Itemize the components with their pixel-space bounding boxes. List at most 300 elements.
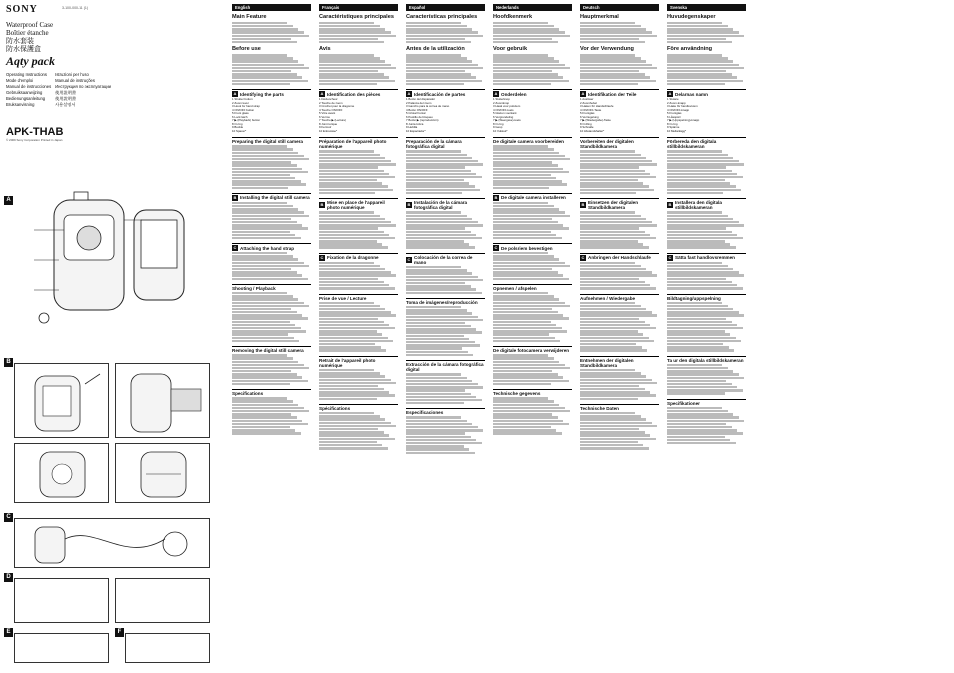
text-line (406, 182, 469, 184)
text-line (580, 262, 635, 264)
section-figure-tag: C (668, 254, 672, 260)
part-item: 2 Zoom-knapp (667, 100, 686, 105)
text-line (319, 434, 389, 436)
text-line (406, 393, 471, 395)
text-line (232, 302, 304, 304)
text-line (667, 410, 728, 412)
text-line (232, 278, 308, 280)
cover-title: Waterproof Case Boîtier étanche 防水套装 防水保護盒 (6, 21, 54, 53)
part-item: 6 Lock latch (232, 114, 248, 119)
text-line (232, 298, 298, 300)
text-line (667, 340, 741, 342)
section-title: Identificación de partes (414, 91, 466, 97)
section-figure-tag: B (494, 195, 498, 201)
text-line (493, 429, 556, 431)
text-line (319, 54, 374, 56)
text-line (319, 330, 377, 332)
figure-b4 (115, 443, 210, 503)
text-line (406, 377, 467, 379)
section-title: Instalación de la cámara fotográfica digital (414, 200, 468, 211)
text-line (493, 80, 569, 82)
part-item: 8 Junta tórica (406, 121, 424, 126)
language-header: English (232, 4, 311, 11)
text-line (667, 170, 732, 172)
part-item: 2 Zoomhebel (580, 100, 597, 105)
text-line (493, 25, 554, 27)
text-line (493, 255, 554, 257)
section-title: Spécifications (319, 406, 351, 412)
text-line (580, 83, 638, 85)
text-line (580, 163, 657, 165)
text-line (667, 305, 728, 307)
text-line (319, 231, 384, 233)
text-line (406, 150, 461, 152)
text-line (319, 76, 389, 78)
text-line (319, 398, 377, 400)
text-line (406, 389, 465, 391)
text-line (493, 174, 551, 176)
text-line (319, 287, 395, 289)
text-line (667, 367, 728, 369)
main-feature-heading: Caractéristiques principales (319, 14, 394, 20)
text-line (232, 237, 301, 239)
section-heading (667, 294, 746, 301)
text-line (667, 321, 732, 323)
text-line (493, 373, 558, 375)
parts-list (406, 98, 485, 133)
text-line (580, 340, 654, 342)
text-line (232, 317, 308, 319)
text-line (493, 298, 559, 300)
text-line (406, 426, 478, 428)
text-line (493, 208, 559, 210)
part-item: 3 Gancho para la correa de mano (406, 104, 450, 109)
text-line (319, 369, 374, 371)
section-heading (232, 243, 311, 251)
text-line (667, 439, 730, 441)
text-line (232, 76, 302, 78)
section-figure-tag: A (233, 91, 237, 97)
section-figure-tag: B (581, 202, 585, 208)
text-line (406, 170, 471, 172)
section-heading (319, 198, 398, 210)
text-line (493, 177, 556, 179)
text-line (667, 246, 736, 248)
text-line (406, 288, 476, 290)
text-line (232, 22, 287, 24)
text-line (232, 426, 290, 428)
section-figure-tag: B (407, 202, 411, 208)
part-item: 4 ON/OFF-knapp (667, 107, 690, 112)
section-heading (667, 253, 746, 261)
text-line (667, 67, 744, 69)
language-item: Bruksanvisning (6, 102, 35, 107)
figure-b3-drawing (15, 444, 110, 504)
text-line (406, 173, 476, 175)
text-line (319, 327, 395, 329)
section-heading (232, 193, 311, 201)
text-line (232, 420, 302, 422)
text-line (493, 340, 560, 342)
text-line (232, 60, 298, 62)
text-line (580, 281, 645, 283)
part-item: 7 ▶ (Wiedergabe)-Taste (580, 118, 611, 123)
text-line (406, 176, 482, 178)
section-heading (319, 137, 398, 149)
text-line (580, 302, 635, 304)
text-line (319, 170, 384, 172)
text-line (580, 150, 635, 152)
text-line (580, 176, 656, 178)
text-line (667, 176, 743, 178)
section-title: Technische Daten (580, 406, 619, 412)
section-title: Onderdelen (501, 91, 527, 97)
text-line (580, 170, 645, 172)
part-item: 2 Zoomknop (493, 100, 510, 105)
text-line (493, 60, 559, 62)
text-line (580, 330, 638, 332)
text-line (493, 224, 563, 226)
section-title: Anbringen der Handschlaufe (588, 255, 651, 261)
text-line (319, 215, 380, 217)
text-line (319, 221, 391, 223)
section-title: Identifying the parts (240, 91, 284, 97)
text-line (232, 155, 304, 157)
part-item: 5 Frontglas (667, 111, 682, 116)
text-line (493, 164, 558, 166)
figures-area (0, 168, 228, 673)
main-feature-heading: Características principales (406, 14, 478, 20)
text-line (667, 179, 725, 181)
section-figure-tag: A (407, 91, 411, 97)
text-line (232, 57, 293, 59)
section-title: Fixation de la dragonne (327, 255, 379, 261)
text-line (406, 157, 472, 159)
text-line (319, 268, 385, 270)
text-line (319, 182, 382, 184)
text-line (580, 31, 652, 33)
text-line (493, 271, 558, 273)
text-line (319, 234, 389, 236)
text-line (580, 67, 657, 69)
section-figure-tag: C (233, 245, 237, 251)
text-line (667, 370, 733, 372)
text-line (580, 327, 656, 329)
text-line (232, 73, 297, 75)
text-line (232, 152, 298, 154)
text-line (406, 448, 469, 450)
text-line (232, 404, 298, 406)
text-line (406, 276, 478, 278)
text-line (580, 192, 636, 194)
text-line (406, 160, 478, 162)
main-feature-heading: Hoofdkenmerk (493, 14, 533, 20)
part-item: 7 Touche ▶ (Lecture) (319, 118, 347, 123)
text-line (493, 221, 558, 223)
text-line (580, 25, 641, 27)
text-line (493, 180, 562, 182)
text-line (667, 337, 736, 339)
text-line (667, 271, 739, 273)
text-line (580, 394, 656, 396)
text-line (493, 295, 554, 297)
figure-c-drawing (15, 519, 211, 569)
part-item: 9 Buckle (232, 125, 244, 130)
text-line (406, 83, 464, 85)
text-line (232, 64, 304, 66)
text-line (232, 367, 309, 369)
text-line (406, 335, 464, 337)
figure-d2 (115, 578, 210, 623)
section-heading (319, 253, 398, 261)
section-heading (667, 198, 746, 210)
text-line (232, 215, 309, 217)
text-line (232, 234, 295, 236)
text-line (580, 227, 639, 229)
text-line (493, 383, 551, 385)
part-item: 6 Låsspärr (667, 114, 681, 119)
text-line (319, 391, 389, 393)
text-line (319, 60, 385, 62)
text-line (232, 274, 302, 276)
section-title: Toma de imágenes/reproducción (406, 299, 478, 305)
section-title: De polsriem bevestigen (501, 245, 553, 251)
text-line (232, 413, 291, 415)
text-line (406, 429, 483, 431)
text-line (406, 35, 483, 37)
text-line (580, 349, 647, 351)
text-line (580, 321, 645, 323)
text-line (667, 436, 725, 438)
text-line (667, 189, 741, 191)
part-number: 3-100-000-11 (1) (62, 6, 89, 10)
figure-d1 (14, 578, 109, 623)
text-line (406, 240, 464, 242)
text-line (319, 176, 395, 178)
text-line (493, 400, 554, 402)
text-line (406, 163, 483, 165)
text-line (406, 325, 471, 327)
text-line (232, 211, 304, 213)
figure-label-c: C (4, 513, 13, 522)
text-line (667, 432, 743, 434)
text-line (232, 337, 294, 339)
part-item: 6 Pestillo de bloqueo (406, 114, 433, 119)
text-line (406, 154, 467, 156)
text-line (580, 311, 652, 313)
text-line (406, 423, 472, 425)
section-title: Entnehmen der digitalen Standbildkamera (580, 357, 634, 368)
before-use-heading: Avis (319, 46, 331, 53)
text-line (667, 211, 722, 213)
text-line (319, 274, 396, 276)
text-line (319, 157, 385, 159)
text-line (319, 346, 381, 348)
text-line (667, 364, 722, 366)
section-heading (319, 404, 398, 411)
text-line (667, 284, 737, 286)
section-figure-tag: B (668, 202, 672, 208)
text-line (493, 364, 565, 366)
part-item: 1 Sluiterknop (493, 97, 510, 102)
part-item: 5 Glazen voorkant (493, 111, 517, 116)
text-line (406, 237, 482, 239)
text-line (232, 38, 291, 40)
language-header: Español (406, 4, 485, 11)
text-line (493, 252, 548, 254)
language-header: Nederlands (493, 4, 572, 11)
text-line (493, 314, 563, 316)
text-line (667, 163, 744, 165)
text-line (406, 231, 471, 233)
text-line (406, 57, 467, 59)
part-item: 9 Fermoir (319, 125, 332, 130)
text-line (319, 173, 389, 175)
text-line (493, 426, 551, 428)
text-line (667, 57, 728, 59)
section-title: Installing the digital still camera (240, 195, 310, 201)
language-item: Bedienungsanleitung (6, 96, 46, 101)
text-line (667, 327, 743, 329)
text-line (667, 268, 733, 270)
text-line (406, 316, 478, 318)
column-english (232, 4, 311, 670)
parts-list (493, 98, 572, 133)
text-line (580, 218, 646, 220)
text-line (580, 70, 639, 72)
text-line (319, 412, 374, 414)
text-line (406, 246, 475, 248)
text-line (232, 171, 308, 173)
section-title: Identification des pièces (327, 91, 381, 97)
part-item: 1 Shutter button (232, 97, 253, 102)
text-line (493, 76, 563, 78)
text-line (493, 317, 569, 319)
text-line (406, 439, 476, 441)
section-title: Installera den digitala stillbildskameran (675, 200, 722, 211)
part-item: 7 ▶ (Weergave)-toets (493, 118, 521, 123)
text-line (580, 278, 639, 280)
text-line (580, 160, 652, 162)
part-item: 8 O-ring (667, 121, 678, 126)
figure-f (125, 633, 210, 663)
text-line (493, 420, 563, 422)
text-line (493, 38, 552, 40)
part-item: 8 O-Ring (580, 121, 592, 126)
text-line (493, 202, 548, 204)
text-line (580, 438, 656, 440)
text-line (580, 60, 646, 62)
text-line (406, 285, 471, 287)
text-line (406, 211, 461, 213)
text-line (580, 57, 641, 59)
text-line (406, 60, 472, 62)
text-line (493, 410, 570, 412)
text-line (319, 240, 377, 242)
text-line (580, 221, 652, 223)
text-line (580, 76, 650, 78)
text-line (667, 224, 744, 226)
text-line (667, 60, 733, 62)
text-line (232, 324, 295, 326)
text-line (667, 70, 726, 72)
part-item: 3 Haak voor polsriem (493, 104, 521, 109)
text-line (319, 271, 391, 273)
text-line (667, 154, 728, 156)
section-heading (406, 89, 485, 97)
text-line (493, 215, 570, 217)
text-line (493, 28, 559, 30)
text-line (493, 73, 558, 75)
section-figure-tag: C (581, 254, 585, 260)
text-line (580, 388, 645, 390)
section-figure-tag: B (233, 195, 237, 201)
text-line (580, 189, 654, 191)
text-line (580, 346, 642, 348)
text-line (580, 284, 650, 286)
text-line (232, 333, 288, 335)
text-line (406, 373, 461, 375)
text-line (580, 38, 639, 40)
text-line (667, 157, 733, 159)
text-line (667, 383, 732, 385)
part-item: 6 Verrou (319, 114, 330, 119)
text-line (580, 375, 646, 377)
text-line (667, 416, 739, 418)
part-item: 7 Botón ▶ (reproducción) (406, 118, 439, 123)
text-line (406, 344, 480, 346)
text-line (232, 380, 308, 382)
text-line (406, 166, 465, 168)
text-line (319, 160, 391, 162)
language-header: Français (319, 4, 398, 11)
text-line (232, 397, 287, 399)
text-line (667, 442, 736, 444)
text-line (319, 428, 378, 430)
section-heading (406, 360, 485, 372)
text-line (667, 192, 723, 194)
text-line (580, 237, 656, 239)
figure-b2 (115, 363, 210, 438)
part-item: 4 ON/OFF button (232, 107, 255, 112)
text-line (580, 268, 646, 270)
text-line (580, 54, 635, 56)
text-line (493, 357, 554, 359)
part-item: 8 Joint torique (319, 121, 338, 126)
text-line (232, 35, 309, 37)
section-heading (406, 298, 485, 305)
section-heading (580, 253, 659, 261)
text-line (319, 262, 374, 264)
language-list (6, 72, 114, 108)
text-line (493, 274, 563, 276)
text-line (667, 407, 722, 409)
language-item: Istruzioni per l'uso (55, 72, 89, 77)
text-line (667, 377, 744, 379)
text-line (319, 321, 384, 323)
text-line (319, 388, 384, 390)
text-line (493, 337, 555, 339)
part-item: 5 Frontglas (580, 111, 595, 116)
text-line (406, 331, 482, 333)
text-line (580, 73, 645, 75)
section-figure-tag: C (320, 254, 324, 260)
text-line (667, 392, 725, 394)
text-line (493, 324, 556, 326)
text-line (319, 438, 395, 440)
text-line (493, 308, 552, 310)
text-line (232, 376, 302, 378)
